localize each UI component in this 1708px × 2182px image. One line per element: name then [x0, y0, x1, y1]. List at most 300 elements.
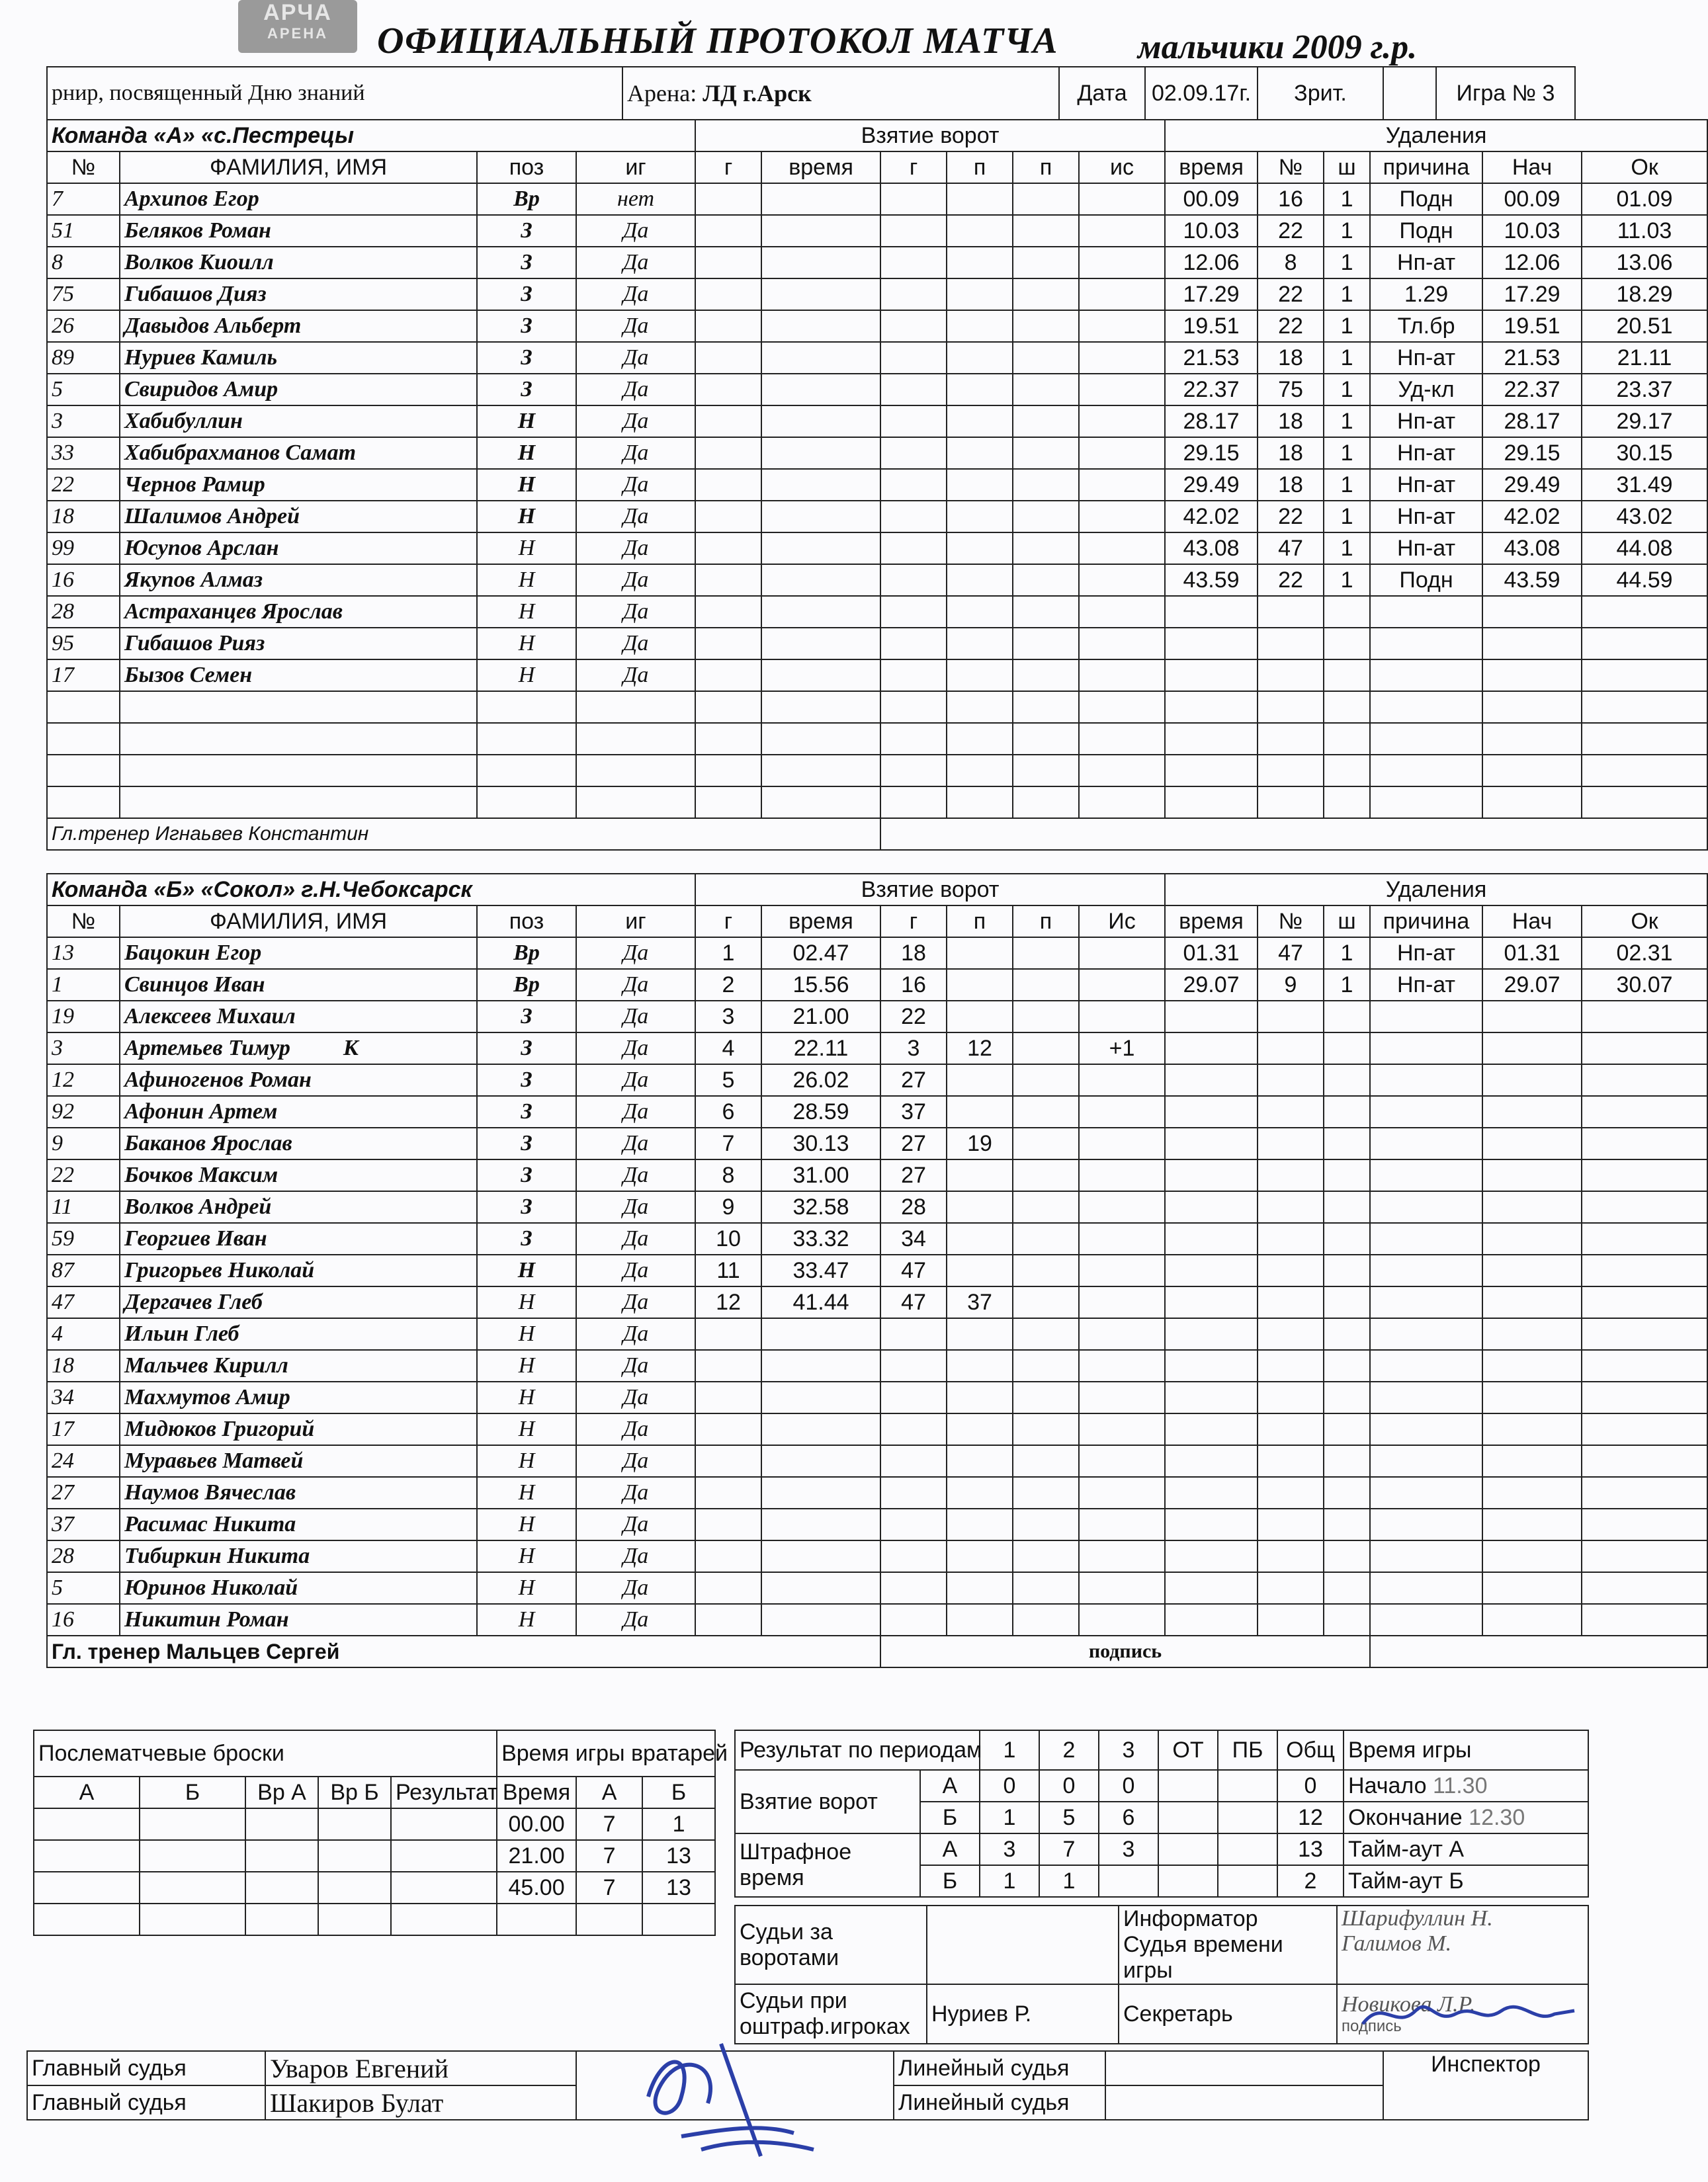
- player-name: Бочков Максим: [120, 1159, 477, 1191]
- player-number: 3: [47, 1032, 120, 1064]
- player-name: [120, 1032, 477, 1064]
- main-referee-label-2: Главный судья: [27, 2085, 265, 2120]
- shootout-cell: [318, 1808, 391, 1840]
- goal-situation: [1079, 969, 1165, 1001]
- penalty-minutes: [1324, 723, 1370, 755]
- player-number: 75: [47, 278, 120, 310]
- col-pos: поз: [477, 151, 576, 183]
- player-played: Да: [576, 469, 695, 501]
- player-position: Н: [477, 1509, 576, 1540]
- col-is: ис: [1079, 151, 1165, 183]
- logo-line2: АРЕНА: [267, 25, 328, 42]
- goal-time: 31.00: [761, 1159, 880, 1191]
- period-3: 3: [1099, 1730, 1158, 1770]
- goal-assist-1: [947, 1604, 1013, 1636]
- goal-assist-1: [947, 437, 1013, 469]
- goal-assist-2: [1013, 1350, 1079, 1382]
- penalty-end: [1582, 1159, 1707, 1191]
- player-number: 92: [47, 1096, 120, 1128]
- goal-assist-1: [947, 1001, 1013, 1032]
- penalty-reason: Тл.бр: [1370, 310, 1482, 342]
- player-position: Н: [477, 596, 576, 628]
- goalie-time: 21.00: [497, 1840, 576, 1872]
- linesman-label-2: Линейный судья: [894, 2085, 1105, 2120]
- penalty-reason: Нп-ат: [1370, 937, 1482, 969]
- goal-scorer: [880, 786, 947, 818]
- goal-scorer: [880, 1445, 947, 1477]
- col-num: №: [47, 151, 120, 183]
- shootout-col-result: Результат: [391, 1777, 497, 1808]
- goal-assist-1: [947, 342, 1013, 374]
- player-row: [47, 1096, 1707, 1128]
- penalty-time: [1165, 1445, 1258, 1477]
- player-number: 95: [47, 628, 120, 659]
- player-row: [47, 1255, 1707, 1286]
- goal-number: 5: [695, 1064, 761, 1096]
- col-gg: г: [880, 151, 947, 183]
- goal-scorer: [880, 278, 947, 310]
- player-name: Никитин Роман: [120, 1604, 477, 1636]
- goal-situation: [1079, 1604, 1165, 1636]
- goal-assist-2: [1013, 342, 1079, 374]
- player-name: Нуриев Камиль: [120, 342, 477, 374]
- player-name: [120, 755, 477, 786]
- goal-situation: [1079, 374, 1165, 405]
- col-name: ФАМИЛИЯ, ИМЯ: [120, 151, 477, 183]
- goal-assist-2: [1013, 247, 1079, 278]
- goal-scorer: [880, 755, 947, 786]
- player-number: 16: [47, 564, 120, 596]
- player-played: Да: [576, 969, 695, 1001]
- goal-number: [695, 723, 761, 755]
- goal-number: [695, 596, 761, 628]
- pen-b-p2: 1: [1039, 1865, 1099, 1897]
- penalty-end: [1582, 1445, 1707, 1477]
- penalty-player: [1258, 1318, 1324, 1350]
- player-row: [47, 1477, 1707, 1509]
- goal-time: [761, 183, 880, 215]
- goal-time: 26.02: [761, 1064, 880, 1096]
- goal-scorer: [880, 564, 947, 596]
- shootout-col-b: Б: [140, 1777, 245, 1808]
- goal-assist-2: [1013, 691, 1079, 723]
- player-played: Да: [576, 1255, 695, 1286]
- penalty-end: [1582, 1223, 1707, 1255]
- goal-assist-1: [947, 1540, 1013, 1572]
- goal-assist-2: [1013, 1159, 1079, 1191]
- logo-line1: АРЧА: [263, 0, 332, 25]
- penalty-player: [1258, 723, 1324, 755]
- goal-time: [761, 755, 880, 786]
- penalty-start: [1482, 659, 1582, 691]
- goal-time: [761, 1350, 880, 1382]
- goal-situation: [1079, 278, 1165, 310]
- penalty-start: 17.29: [1482, 278, 1582, 310]
- goal-assist-1: [947, 1318, 1013, 1350]
- goal-assist-1: [947, 1064, 1013, 1096]
- goal-number: [695, 786, 761, 818]
- col-end: Ок: [1582, 151, 1707, 183]
- player-position: З: [477, 1223, 576, 1255]
- penalty-end: [1582, 596, 1707, 628]
- goal-assist-2: [1013, 437, 1079, 469]
- goal-number: [695, 691, 761, 723]
- goal-assist-2: [1013, 405, 1079, 437]
- player-position: З: [477, 215, 576, 247]
- penalty-reason: 1.29: [1370, 278, 1482, 310]
- penalty-player: [1258, 1223, 1324, 1255]
- goal-assist-1: [947, 1159, 1013, 1191]
- penalty-start: [1482, 1191, 1582, 1223]
- penalty-end: 31.49: [1582, 469, 1707, 501]
- player-name: Ильин Глеб: [120, 1318, 477, 1350]
- goals-a-team: А: [920, 1770, 980, 1802]
- penalty-time: [1165, 1318, 1258, 1350]
- penalty-start: 29.15: [1482, 437, 1582, 469]
- pen-a-ot: [1158, 1833, 1218, 1865]
- goal-assist-2: [1013, 937, 1079, 969]
- penalty-start: [1482, 723, 1582, 755]
- penalty-start: [1482, 1318, 1582, 1350]
- penalty-minutes: 1: [1324, 278, 1370, 310]
- goal-scorer: [880, 501, 947, 532]
- goal-number: 4: [695, 1032, 761, 1064]
- goalie-time-title: Время игры вратарей: [497, 1730, 715, 1777]
- goals-a-p1: 0: [980, 1770, 1039, 1802]
- player-position: Н: [477, 1350, 576, 1382]
- player-number: 28: [47, 596, 120, 628]
- player-name: Волков Андрей: [120, 1191, 477, 1223]
- goal-time: 22.11: [761, 1032, 880, 1064]
- shootout-cell: [34, 1808, 140, 1840]
- penalty-time: [1165, 1413, 1258, 1445]
- player-played: Да: [576, 374, 695, 405]
- linesman-2: [1105, 2085, 1383, 2120]
- penalty-start: 21.53: [1482, 342, 1582, 374]
- player-name: Григорьев Николай: [120, 1255, 477, 1286]
- player-row: [47, 723, 1707, 755]
- player-played: Да: [576, 1223, 695, 1255]
- goal-assist-1: [947, 183, 1013, 215]
- penalty-player: [1258, 1064, 1324, 1096]
- goal-time: 41.44: [761, 1286, 880, 1318]
- goal-situation: [1079, 1128, 1165, 1159]
- player-played: Да: [576, 1572, 695, 1604]
- player-name: Афонин Артем: [120, 1096, 477, 1128]
- player-row: [47, 1286, 1707, 1318]
- penalty-end: [1582, 691, 1707, 723]
- player-played: Да: [576, 1001, 695, 1032]
- goal-assist-1: [947, 1191, 1013, 1223]
- penalty-start: [1482, 691, 1582, 723]
- penalty-start: [1482, 1096, 1582, 1128]
- goal-situation: [1079, 532, 1165, 564]
- goal-situation: [1079, 1413, 1165, 1445]
- penalty-time: 29.15: [1165, 437, 1258, 469]
- penalty-player: [1258, 1286, 1324, 1318]
- penalty-minutes: [1324, 1350, 1370, 1382]
- player-row: [47, 374, 1707, 405]
- goal-number: 3: [695, 1001, 761, 1032]
- date-label: Дата: [1059, 67, 1145, 120]
- player-position: Н: [477, 1540, 576, 1572]
- goals-row-label: Взятие ворот: [735, 1770, 920, 1833]
- goal-situation: [1079, 215, 1165, 247]
- team-a-title: Команда «А» «с.Пестрецы: [47, 120, 695, 151]
- goal-scorer: [880, 1382, 947, 1413]
- goal-time: [761, 628, 880, 659]
- goalie-a: [576, 1904, 642, 1935]
- goal-assist-2: [1013, 1096, 1079, 1128]
- goal-time: [761, 1413, 880, 1445]
- penalty-player: 8: [1258, 247, 1324, 278]
- goal-number: [695, 1445, 761, 1477]
- end-value: 12.30: [1469, 1804, 1525, 1830]
- player-row: [47, 1318, 1707, 1350]
- goal-time: [761, 564, 880, 596]
- penalty-time: [1165, 1191, 1258, 1223]
- shootout-cell: [318, 1904, 391, 1935]
- goal-assist-2: [1013, 183, 1079, 215]
- penalty-minutes: [1324, 1032, 1370, 1064]
- goal-time: 21.00: [761, 1001, 880, 1032]
- player-number: 17: [47, 1413, 120, 1445]
- penalty-minutes: [1324, 1604, 1370, 1636]
- goal-assist-2: [1013, 1604, 1079, 1636]
- penalty-player: 47: [1258, 532, 1324, 564]
- goal-assist-2: [1013, 564, 1079, 596]
- player-row: [47, 1001, 1707, 1032]
- goal-time: [761, 596, 880, 628]
- penalty-minutes: 1: [1324, 310, 1370, 342]
- goal-scorer: [880, 596, 947, 628]
- goal-number: 8: [695, 1159, 761, 1191]
- player-number: 22: [47, 469, 120, 501]
- player-row: [47, 1413, 1707, 1445]
- goal-situation: [1079, 501, 1165, 532]
- player-position: Н: [477, 1382, 576, 1413]
- player-row: [47, 1223, 1707, 1255]
- timeout-a: Тайм-аут А: [1344, 1833, 1588, 1865]
- period-2: 2: [1039, 1730, 1099, 1770]
- penalty-start: [1482, 1001, 1582, 1032]
- penalty-start: [1482, 1064, 1582, 1096]
- goals-b-pb: [1218, 1802, 1277, 1833]
- player-played: Да: [576, 1318, 695, 1350]
- goal-scorer: [880, 1509, 947, 1540]
- player-name: Шалимов Андрей: [120, 501, 477, 532]
- penalty-end: 29.17: [1582, 405, 1707, 437]
- goal-assist-1: 37: [947, 1286, 1013, 1318]
- player-played: Да: [576, 1509, 695, 1540]
- player-played: Да: [576, 1159, 695, 1191]
- penalty-minutes: 1: [1324, 405, 1370, 437]
- penalty-minutes: 1: [1324, 532, 1370, 564]
- team-b-goals-header: Взятие ворот: [695, 874, 1165, 905]
- player-position: Вр: [477, 183, 576, 215]
- penalty-reason: [1370, 628, 1482, 659]
- penalty-minutes: [1324, 1096, 1370, 1128]
- penalty-minutes: [1324, 1445, 1370, 1477]
- goal-scorer: [880, 723, 947, 755]
- penalty-player: 22: [1258, 501, 1324, 532]
- player-number: 1: [47, 969, 120, 1001]
- arena-cell: [622, 67, 1059, 120]
- goal-situation: [1079, 564, 1165, 596]
- penalty-start: [1482, 786, 1582, 818]
- pen-judges-label: Судьи при оштраф.игроках: [735, 1984, 927, 2044]
- player-row: [47, 1128, 1707, 1159]
- penalty-player: [1258, 1191, 1324, 1223]
- player-played: Да: [576, 342, 695, 374]
- col-num: №: [47, 905, 120, 937]
- pen-a-total: 13: [1277, 1833, 1344, 1865]
- player-name: [120, 723, 477, 755]
- goal-situation: [1079, 247, 1165, 278]
- shootout-cell: [34, 1904, 140, 1935]
- goals-a-pb: [1218, 1770, 1277, 1802]
- col-p2: п: [1013, 905, 1079, 937]
- goal-situation: [1079, 183, 1165, 215]
- penalty-end: [1582, 755, 1707, 786]
- end-label: Окончание: [1348, 1804, 1463, 1830]
- penalty-start: [1482, 1286, 1582, 1318]
- penalty-start: [1482, 1159, 1582, 1191]
- goals-b-p2: 5: [1039, 1802, 1099, 1833]
- col-pen-num: №: [1258, 905, 1324, 937]
- goal-situation: [1079, 1223, 1165, 1255]
- player-position: З: [477, 1096, 576, 1128]
- penalty-start: [1482, 1509, 1582, 1540]
- penalty-start: 43.59: [1482, 564, 1582, 596]
- goal-assist-2: [1013, 374, 1079, 405]
- shootout-cell: [140, 1904, 245, 1935]
- penalty-reason: Нп-ат: [1370, 342, 1482, 374]
- penalty-minutes: [1324, 1255, 1370, 1286]
- goal-number: [695, 342, 761, 374]
- player-row: [47, 564, 1707, 596]
- penalty-start: [1482, 1572, 1582, 1604]
- goal-number: [695, 247, 761, 278]
- penalty-player: [1258, 1001, 1324, 1032]
- game-time-title: Время игры: [1344, 1730, 1588, 1770]
- goal-assist-1: [947, 1350, 1013, 1382]
- goal-assist-1: [947, 374, 1013, 405]
- penalty-end: 44.59: [1582, 564, 1707, 596]
- penalty-reason: [1370, 1223, 1482, 1255]
- goal-assist-1: [947, 278, 1013, 310]
- penalty-minutes: 1: [1324, 215, 1370, 247]
- period-total: Общ: [1277, 1730, 1344, 1770]
- penalty-player: 18: [1258, 437, 1324, 469]
- penalty-time: 43.08: [1165, 532, 1258, 564]
- timekeeper-label: Судья времени игры: [1123, 1932, 1283, 1983]
- player-name: Наумов Вячеслав: [120, 1477, 477, 1509]
- goal-assist-2: [1013, 786, 1079, 818]
- penalty-reason: [1370, 1413, 1482, 1445]
- penalty-reason: [1370, 1032, 1482, 1064]
- penalty-start: 19.51: [1482, 310, 1582, 342]
- penalty-player: 9: [1258, 969, 1324, 1001]
- goal-assist-2: [1013, 1509, 1079, 1540]
- goal-situation: [1079, 1318, 1165, 1350]
- player-row: [47, 691, 1707, 723]
- goalie-col-a: А: [576, 1777, 642, 1808]
- goal-scorer: 37: [880, 1096, 947, 1128]
- player-position: З: [477, 1191, 576, 1223]
- inspector-label: Инспектор: [1383, 2051, 1588, 2120]
- goal-assist-2: [1013, 1382, 1079, 1413]
- player-name: Юринов Николай: [120, 1572, 477, 1604]
- penalty-reason: Подн: [1370, 564, 1482, 596]
- shootout-row: [34, 1904, 715, 1935]
- player-position: Н: [477, 1286, 576, 1318]
- col-g: г: [695, 905, 761, 937]
- goalie-col-b: Б: [642, 1777, 715, 1808]
- goals-b-p3: 6: [1099, 1802, 1158, 1833]
- player-played: Да: [576, 596, 695, 628]
- goals-a-ot: [1158, 1770, 1218, 1802]
- goal-scorer: [880, 437, 947, 469]
- penalty-end: 18.29: [1582, 278, 1707, 310]
- player-number: 89: [47, 342, 120, 374]
- team-b-title: Команда «Б» «Сокол» г.Н.Чебоксарск: [47, 874, 695, 905]
- player-number: 12: [47, 1064, 120, 1096]
- secretary-label: Секретарь: [1119, 1984, 1337, 2044]
- shootout-cell: [245, 1872, 318, 1904]
- arena-label: Арена:: [627, 80, 697, 106]
- goal-number: [695, 405, 761, 437]
- shootout-cell: [140, 1872, 245, 1904]
- penalty-player: [1258, 1572, 1324, 1604]
- goal-time: 28.59: [761, 1096, 880, 1128]
- penalty-player: [1258, 1413, 1324, 1445]
- player-position: Н: [477, 532, 576, 564]
- goal-assist-2: [1013, 532, 1079, 564]
- penalty-time: [1165, 1604, 1258, 1636]
- goal-assist-1: [947, 723, 1013, 755]
- player-name: Хабибуллин: [120, 405, 477, 437]
- col-start: Нач: [1482, 905, 1582, 937]
- goal-assist-2: [1013, 1540, 1079, 1572]
- goal-assist-1: [947, 937, 1013, 969]
- penalty-time: [1165, 723, 1258, 755]
- penalty-minutes: [1324, 1413, 1370, 1445]
- penalty-minutes: [1324, 755, 1370, 786]
- player-position: З: [477, 1064, 576, 1096]
- goal-assist-1: [947, 469, 1013, 501]
- player-number: 13: [47, 937, 120, 969]
- player-name: Давыдов Альберт: [120, 310, 477, 342]
- player-position: Н: [477, 1413, 576, 1445]
- shootout-table: [33, 1730, 728, 1936]
- goal-scorer: [880, 310, 947, 342]
- player-name: Хабибрахманов Самат: [120, 437, 477, 469]
- player-name: Беляков Роман: [120, 215, 477, 247]
- goal-assist-2: [1013, 1001, 1079, 1032]
- penalty-minutes: 1: [1324, 342, 1370, 374]
- player-played: Да: [576, 278, 695, 310]
- penalty-reason: [1370, 1382, 1482, 1413]
- goal-number: [695, 564, 761, 596]
- player-number: 11: [47, 1191, 120, 1223]
- player-name: Баканов Ярослав: [120, 1128, 477, 1159]
- penalty-time: 42.02: [1165, 501, 1258, 532]
- penalty-start: [1482, 1350, 1582, 1382]
- goal-situation: [1079, 405, 1165, 437]
- penalty-player: [1258, 1350, 1324, 1382]
- penalty-minutes: [1324, 1064, 1370, 1096]
